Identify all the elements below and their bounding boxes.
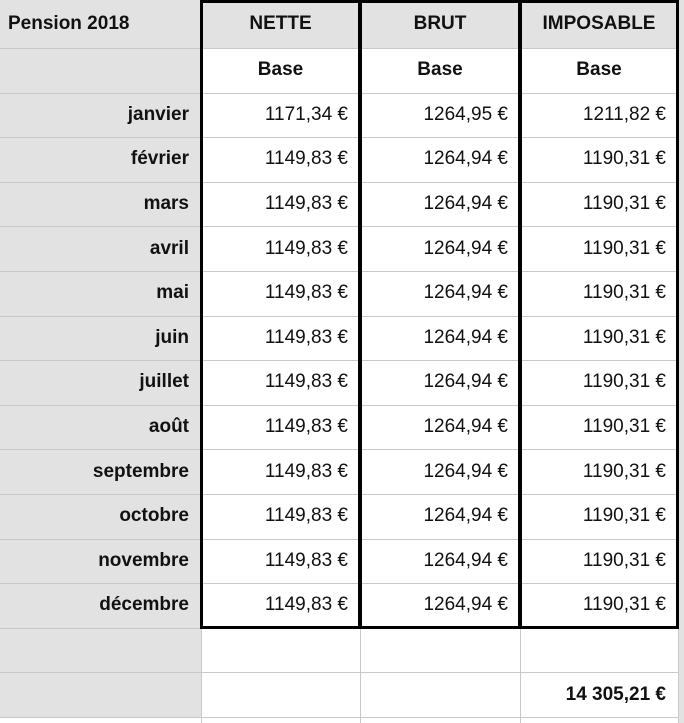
subheader-base[interactable]: Base (257, 59, 304, 81)
value-cell[interactable]: 1264,94 € (423, 416, 508, 438)
value-cell[interactable]: 1211,82 € (582, 103, 666, 125)
value-cell[interactable]: 1149,83 € (264, 148, 348, 170)
row-label-month[interactable]: mai (0, 271, 201, 316)
row-label-cell[interactable] (0, 48, 201, 93)
sheet-title[interactable]: Pension 2018 (0, 0, 201, 48)
empty-cell[interactable] (201, 628, 360, 673)
grid-line (0, 48, 678, 49)
row-label-cell[interactable] (0, 628, 201, 673)
value-cell[interactable]: 1264,94 € (423, 371, 508, 393)
value-cell[interactable]: 1190,31 € (582, 594, 666, 616)
row-label-month[interactable]: août (0, 405, 201, 450)
grid-line (0, 271, 678, 272)
value-cell[interactable]: 1149,83 € (264, 326, 348, 348)
grid-line (0, 182, 678, 183)
grid-line (0, 628, 678, 629)
row-label-month[interactable]: janvier (0, 93, 201, 138)
value-cell[interactable]: 1264,94 € (423, 148, 508, 170)
value-cell[interactable]: 1149,83 € (264, 460, 348, 482)
row-label-month[interactable]: juin (0, 316, 201, 361)
value-cell[interactable]: 1264,94 € (423, 193, 508, 215)
column-header-nette[interactable]: NETTE (201, 0, 360, 48)
empty-cell[interactable] (360, 672, 520, 717)
value-cell[interactable]: 1190,31 € (582, 326, 666, 348)
grid-line (0, 316, 678, 317)
grid-line (0, 405, 678, 406)
value-cell[interactable]: 1190,31 € (582, 237, 666, 259)
value-cell[interactable]: 1149,83 € (264, 416, 348, 438)
value-cell[interactable]: 1149,83 € (264, 594, 348, 616)
grid-line (520, 0, 521, 723)
value-cell[interactable]: 1264,94 € (423, 505, 508, 527)
grid-line (678, 0, 679, 723)
row-label-month[interactable]: juillet (0, 360, 201, 405)
row-label-month[interactable]: février (0, 137, 201, 182)
grid-line (0, 93, 678, 94)
empty-cell[interactable] (520, 628, 678, 673)
value-cell[interactable]: 1264,94 € (423, 549, 508, 571)
grid-line (0, 717, 678, 718)
value-cell[interactable]: 1190,31 € (582, 148, 666, 170)
grid-line (0, 583, 678, 584)
value-cell[interactable]: 1190,31 € (582, 371, 666, 393)
value-cell[interactable]: 1149,83 € (264, 237, 348, 259)
column-header-brut[interactable]: BRUT (360, 0, 520, 48)
grid-line (0, 494, 678, 495)
empty-cell[interactable] (201, 672, 360, 717)
row-label-month[interactable]: octobre (0, 494, 201, 539)
value-cell[interactable]: 1264,94 € (423, 460, 508, 482)
value-cell[interactable]: 1264,94 € (423, 326, 508, 348)
grid-line (0, 672, 678, 673)
value-cell[interactable]: 1264,94 € (423, 594, 508, 616)
value-cell[interactable]: 1190,31 € (582, 460, 666, 482)
grid-line (201, 0, 202, 723)
grid-line (0, 226, 678, 227)
value-cell[interactable]: 1149,83 € (264, 193, 348, 215)
value-cell[interactable]: 1149,83 € (264, 282, 348, 304)
value-cell[interactable]: 1149,83 € (264, 371, 348, 393)
empty-cell[interactable] (360, 628, 520, 673)
value-cell[interactable]: 1149,83 € (264, 505, 348, 527)
row-label-month[interactable]: avril (0, 226, 201, 271)
grid-line (0, 449, 678, 450)
grid-line (0, 137, 678, 138)
grid-line (0, 539, 678, 540)
value-cell[interactable]: 1149,83 € (264, 549, 348, 571)
grid-line (0, 360, 678, 361)
subheader-base[interactable]: Base (576, 59, 622, 81)
value-cell[interactable]: 1171,34 € (264, 103, 348, 125)
grid-line (360, 0, 361, 723)
value-cell[interactable]: 1190,31 € (582, 282, 666, 304)
total-imposable[interactable]: 14 305,21 € (565, 683, 666, 705)
row-label-month[interactable]: décembre (0, 583, 201, 628)
value-cell[interactable]: 1190,31 € (582, 193, 666, 215)
row-label-month[interactable]: mars (0, 182, 201, 227)
row-label-month[interactable]: novembre (0, 539, 201, 584)
value-cell[interactable]: 1190,31 € (582, 416, 666, 438)
value-cell[interactable]: 1190,31 € (582, 549, 666, 571)
subheader-base[interactable]: Base (417, 59, 463, 81)
value-cell[interactable]: 1264,94 € (423, 237, 508, 259)
value-cell[interactable]: 1190,31 € (582, 505, 666, 527)
value-cell[interactable]: 1264,95 € (423, 103, 508, 125)
row-label-cell[interactable] (0, 672, 201, 717)
row-label-month[interactable]: septembre (0, 449, 201, 494)
value-cell[interactable]: 1264,94 € (423, 282, 508, 304)
column-header-imposable[interactable]: IMPOSABLE (520, 0, 678, 48)
